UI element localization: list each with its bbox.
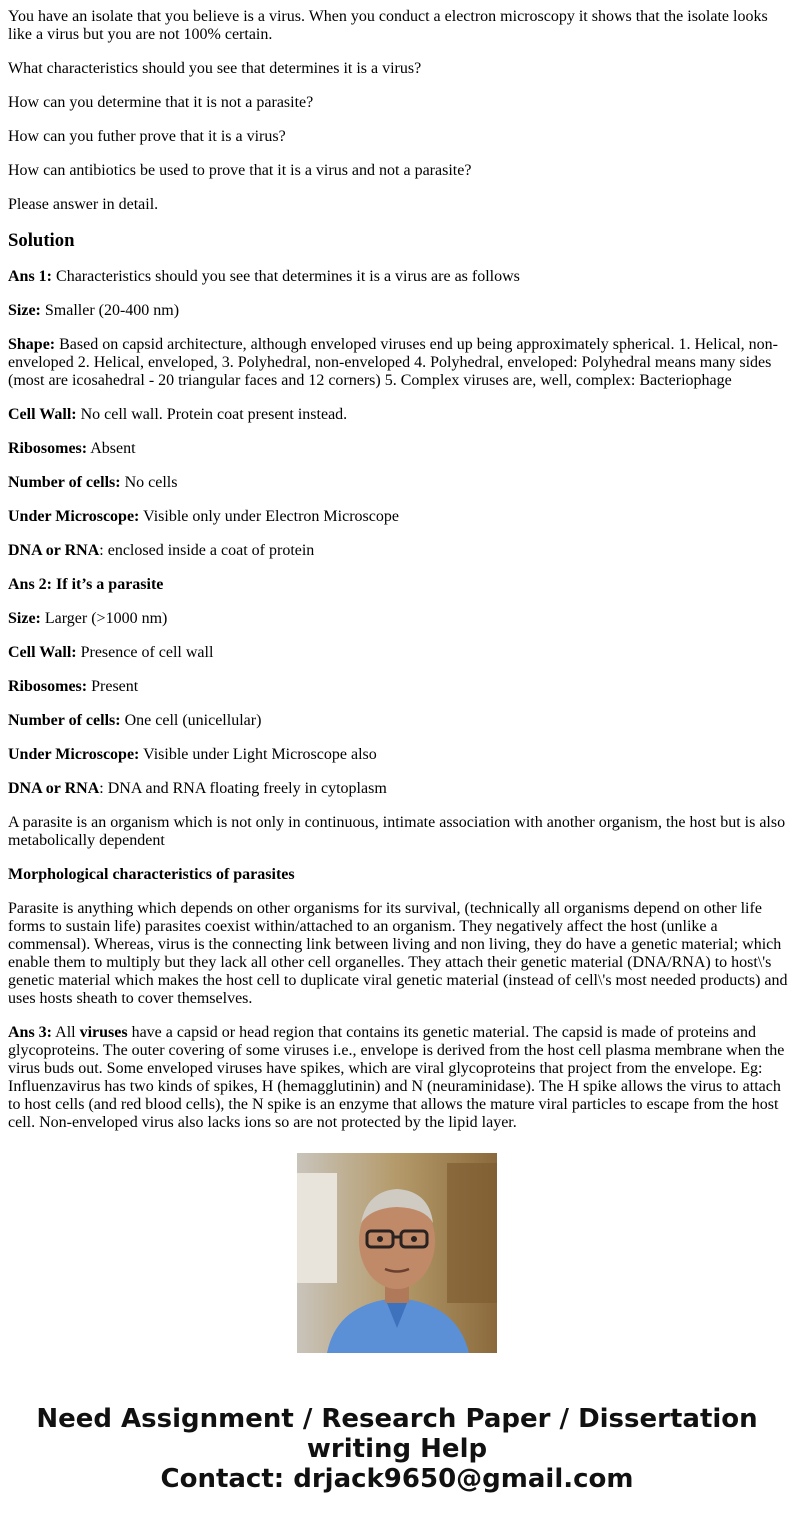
ans1-item <box>8 474 788 492</box>
ans3-label: Ans 3: <box>8 1024 53 1041</box>
item-text: Visible only under Electron Microscope <box>139 508 399 525</box>
item-label: Under Microscope: <box>8 746 140 763</box>
ans1-item <box>8 336 788 390</box>
author-photo-icon <box>297 1153 497 1353</box>
item-text: Absent <box>87 440 136 457</box>
question-1: What characteristics should you see that determines it is a virus? <box>8 60 422 77</box>
item-text: One cell (unicellular) <box>120 712 262 729</box>
item-text: Present <box>87 678 139 695</box>
ans1-item <box>8 302 788 320</box>
item-text: : enclosed inside a coat of protein <box>99 542 315 559</box>
item-label: Number of cells: <box>8 474 121 491</box>
ans1-item <box>8 508 788 526</box>
morph-text: Parasite is anything which depends on other organisms for its survival, (technically all organisms depend on other life forms to sustain life) parasites coexist within/attached to an organism. They negatively affect the host (unlike a commensal). Whereas, virus is the connecting link between living and non living, they do have a genetic material; which enable them to multiply but they lack all other cell organelles. They attach their genetic material (DNA/RNA) to host\'s genetic material which makes the host cell to duplicate viral genetic material (instead of cell\'s most needed products) and uses hosts sheath to cover themselves. <box>8 900 788 1007</box>
ans2-item <box>8 678 788 696</box>
item-text: No cells <box>120 474 178 491</box>
item-label: Cell Wall: <box>8 644 77 661</box>
item-label: Number of cells: <box>8 712 121 729</box>
ans3-paragraph <box>8 1024 788 1132</box>
ans2-item <box>8 746 788 764</box>
ans1-item <box>8 406 788 424</box>
item-text: Visible under Light Microscope also <box>139 746 377 763</box>
ans1-item <box>8 542 788 560</box>
promo-banner <box>0 1404 794 1494</box>
item-text: Larger (>1000 nm) <box>40 610 168 627</box>
morph-heading <box>8 866 788 884</box>
question-4: How can antibiotics be used to prove that it is a virus and not a parasite? <box>8 162 472 179</box>
ans1-item <box>8 440 788 458</box>
question-2: How can you determine that it is not a parasite? <box>8 94 314 111</box>
ans3-bold-word: viruses <box>79 1024 128 1041</box>
question-3: How can you futher prove that it is a virus? <box>8 128 286 145</box>
item-label: DNA or RNA <box>8 780 100 797</box>
item-label: Ribosomes: <box>8 678 88 695</box>
document-content <box>8 8 788 1131</box>
ans2-item <box>8 644 788 662</box>
item-label: Size: <box>8 302 41 319</box>
item-text: Based on capsid architecture, although enveloped viruses end up being approximately spherical. 1. Helical, non-enveloped 2. Helical, enveloped, 3. Polyhedral, non-enveloped 4. Polyhedral, enveloped: Polyhedral means many sides (most are icosahedral - 20 triangular faces and 12 corners) 5. Complex viruses are, well, complex: Bacteriophage <box>8 336 779 389</box>
item-text: Presence of cell wall <box>76 644 214 661</box>
author-avatar <box>297 1153 497 1353</box>
ans2-heading <box>8 576 788 594</box>
morph-heading-text: Morphological characteristics of parasites <box>8 866 295 883</box>
solution-heading: Solution <box>8 230 75 251</box>
item-text: : DNA and RNA floating freely in cytoplasm <box>99 780 387 797</box>
ans1-text: Characteristics should you see that determines it is a virus are as follows <box>52 268 520 285</box>
ans2-label: Ans 2: If it’s a parasite <box>8 576 164 593</box>
question-request: Please answer in detail. <box>8 196 159 213</box>
item-label: Shape: <box>8 336 56 353</box>
ans3-text: have a capsid or head region that contains its genetic material. The capsid is made of proteins and glycoproteins. The outer covering of some viruses i.e., envelope is derived from the host cell plasma membrane when the virus buds out. Some enveloped viruses have spikes, which are viral glycoproteins that project from the envelope. Eg: Influenzavirus has two kinds of spikes, H (hemagglutinin) and N (neuraminidase). The H spike allows the virus to attach to host cells (and red blood cells), the N spike is an enzyme that allows the mature viral particles to escape from the host cell. Non-enveloped virus also lacks ions so are not protected by the lipid layer. <box>8 1024 785 1131</box>
item-label: Under Microscope: <box>8 508 140 525</box>
promo-contact[interactable]: Contact: drjack9650@gmail.com <box>160 1464 634 1494</box>
item-label: Size: <box>8 610 41 627</box>
item-text: Smaller (20-400 nm) <box>40 302 180 319</box>
ans3-pre: All <box>52 1024 80 1041</box>
ans2-item <box>8 610 788 628</box>
item-label: Cell Wall: <box>8 406 77 423</box>
ans1-intro <box>8 268 788 286</box>
item-label: Ribosomes: <box>8 440 88 457</box>
parasite-definition: A parasite is an organism which is not only in continuous, intimate association with another organism, the host but is also metabolically dependent <box>8 814 786 849</box>
item-text: No cell wall. Protein coat present instead. <box>76 406 348 423</box>
ans2-item <box>8 780 788 798</box>
promo-line-1: Need Assignment / Research Paper / Dissertation <box>36 1404 758 1434</box>
promo-line-2: writing Help <box>306 1434 488 1464</box>
item-label: DNA or RNA <box>8 542 100 559</box>
ans1-label: Ans 1: <box>8 268 53 285</box>
question-intro: You have an isolate that you believe is a virus. When you conduct a electron microscopy it shows that the isolate looks like a virus but you are not 100% certain. <box>8 8 768 43</box>
ans2-item <box>8 712 788 730</box>
